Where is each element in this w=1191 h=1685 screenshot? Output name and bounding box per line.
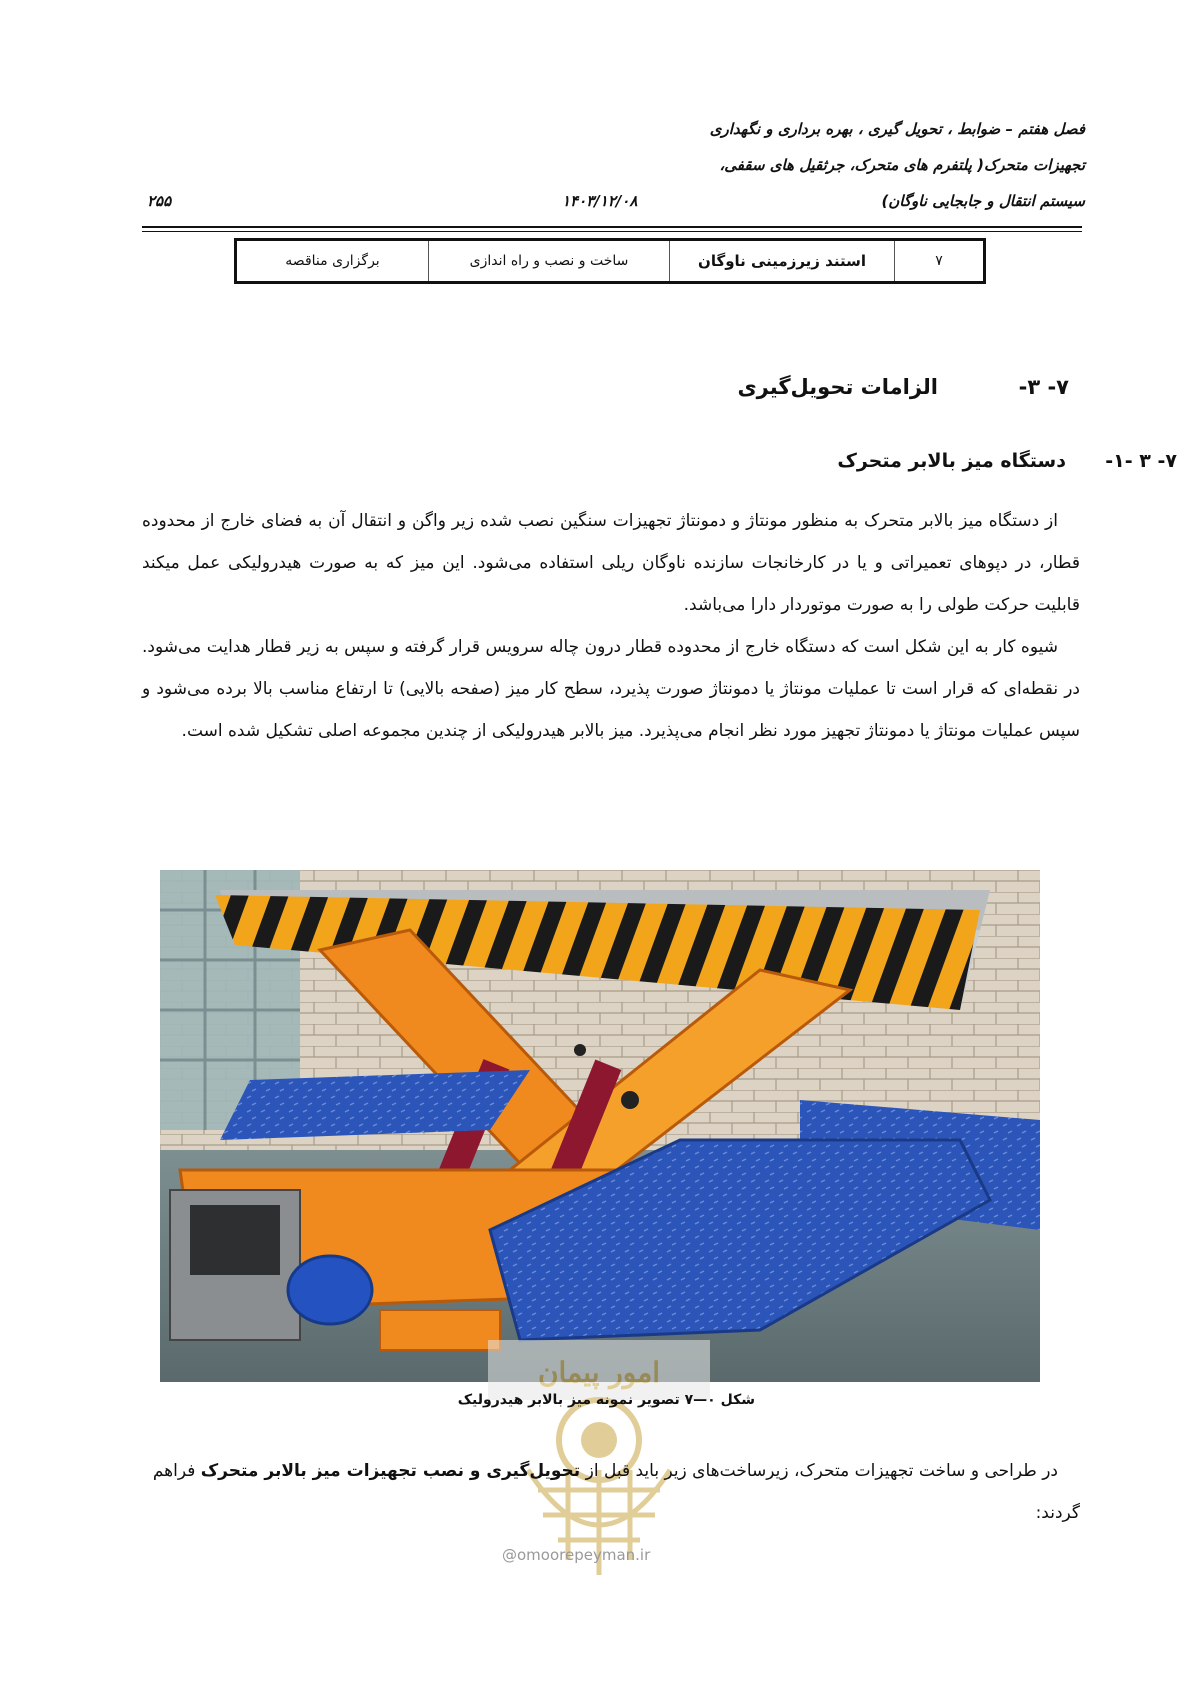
document-meta-table (234, 238, 986, 284)
watermark-brand-text: امور پیمان (537, 1356, 661, 1389)
section-title: الزامات تحویل‌گیری (737, 375, 938, 399)
paragraph-1: از دستگاه میز بالابر متحرک به منظور مونتاژ و دمونتاژ تجهیزات سنگین نصب شده زیر واگن و انتقال آن به فضای خارج از محدوده قطار، در دپوهای تعمیراتی و یا در کارخانجات سازنده ناوگان ریلی استفاده می‌شود. این میز که به صورت هیدرولیکی عمل میکند قابلیت حرکت طولی را به صورت موتوردار دارا می‌باشد. (142, 511, 1080, 615)
figure-caption: شکل ۰—۷ تصویر نمونه میز بالابر هیدرولیک (457, 1392, 755, 1408)
page-number: ۲۵۵ (147, 192, 172, 210)
header-system-line: سیستم انتقال و جابجایی ناوگان) (881, 192, 1085, 210)
body-text (142, 500, 1080, 752)
closing-text-before: در طراحی و ساخت تجهیزات متحرک، زیرساخت‌های زیر باید قبل از (580, 1461, 1058, 1481)
watermark-url: @omoorepeyman.ir (502, 1546, 651, 1564)
lift-table-photo (160, 870, 1040, 1382)
paragraph-2: شیوه کار به این شکل است که دستگاه خارج از محدوده قطار درون چاله سرویس قرار گرفته و سپس به زیر قطار هدایت می‌شود. در نقطه‌ای که قرار است تا عملیات مونتاژ یا دمونتاژ صورت پذیرد، سطح کار میز (صفحه بالایی) تا ارتفاع مناسب بالا برده می‌شود و سپس عملیات مونتاژ یا دمونتاژ تجهیز مورد نظر انجام می‌پذیرد. میز بالابر هیدرولیکی از چندین مجموعه اصلی تشکیل شده است. (142, 637, 1080, 741)
electric-motor (288, 1256, 372, 1324)
meta-scope-cell: ساخت و نصب و راه اندازی (429, 240, 670, 283)
header-date: ۱۴۰۳/۱۲/۰۸ (562, 192, 638, 210)
subsection-number: ۷- ۳ -۱- (1105, 450, 1177, 472)
meta-title-cell: استند زیرزمینی ناوگان (670, 240, 895, 283)
header-subject-line: تجهیزات متحرک( پلتفرم های متحرک، جرثقیل های سقفی، (719, 156, 1085, 174)
subsection-title: دستگاه میز بالابر متحرک (837, 450, 1066, 472)
header-rule-thin (142, 231, 1082, 232)
meta-stage-cell: برگزاری مناقصه (236, 240, 429, 283)
header-rule-thick (142, 226, 1082, 228)
meta-number-cell: ۷ (895, 240, 985, 283)
section-number: ۷- ۳- (1018, 375, 1069, 399)
closing-paragraph (142, 1450, 1080, 1534)
closing-bold-text: تحویل‌گیری و نصب تجهیزات میز بالابر متحرک (200, 1461, 581, 1481)
header-chapter-line: فصل هفتم – ضوابط ، تحویل گیری ، بهره برداری و نگهداری (709, 120, 1085, 138)
closing-text-after: فراهم گردند: (152, 1461, 1080, 1523)
